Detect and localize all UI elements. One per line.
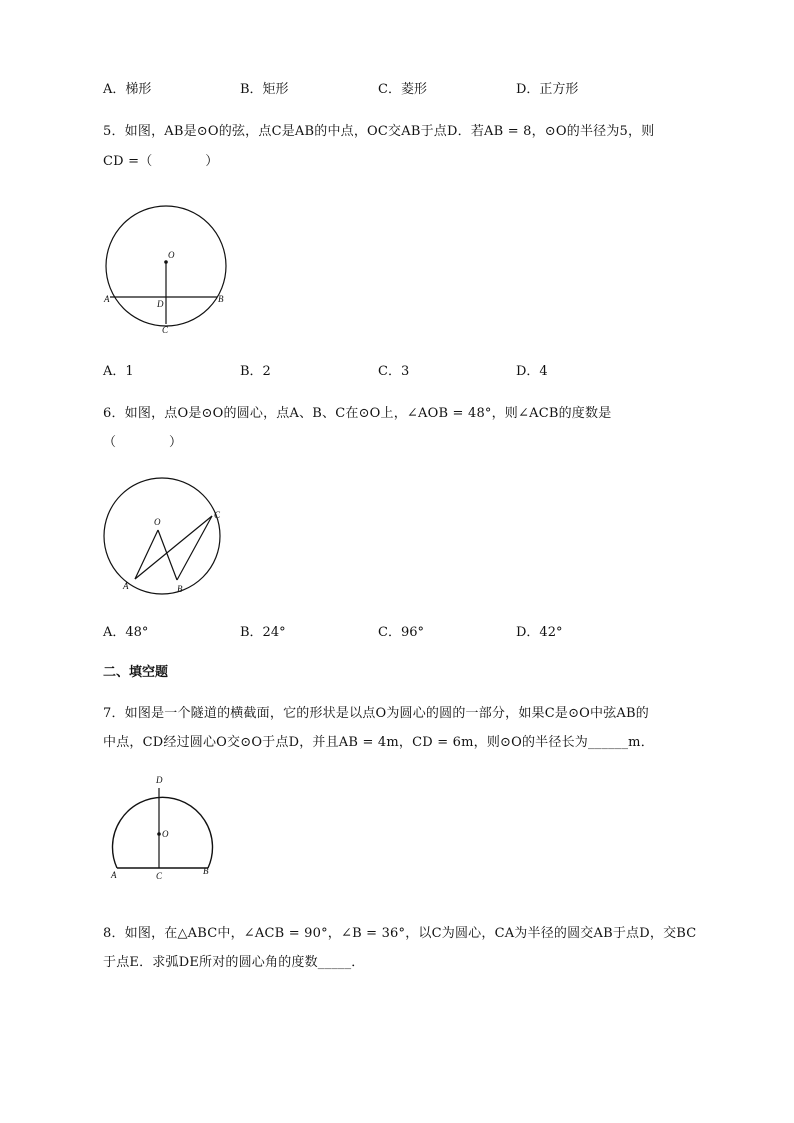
section-heading-fill-in: 二、填空题	[103, 665, 169, 680]
q6-stem-line2: （ ）	[103, 435, 183, 450]
q5-label-d: D	[157, 299, 164, 309]
q6-option-a: A．48°	[103, 625, 149, 640]
q6-stem-line1: 6．如图，点O是⊙O的圆心，点A、B、C在⊙O上，∠AOB = 48°，则∠ACB的度数是	[103, 406, 612, 421]
q5-option-d: D．4	[516, 364, 548, 379]
q4-option-c: C．菱形	[378, 82, 427, 97]
q5-label-o: O	[168, 250, 175, 260]
q6-label-o: O	[154, 517, 161, 527]
q5-option-c: C．3	[378, 364, 410, 379]
q6-option-b: B．24°	[240, 625, 286, 640]
q5-label-a: A	[104, 294, 110, 304]
q7-label-o: O	[162, 829, 169, 839]
q5-option-a: A．1	[103, 364, 134, 379]
q4-option-d: D．正方形	[516, 82, 579, 97]
q7-stem-line1: 7．如图是一个隧道的横截面，它的形状是以点O为圆心的圆的一部分，如果C是⊙O中弦AB的	[103, 706, 649, 721]
q6-option-c: C．96°	[378, 625, 424, 640]
q6-label-a: A	[123, 581, 129, 591]
q5-label-c: C	[162, 325, 169, 335]
q6-circle-figure	[100, 470, 240, 600]
q4-option-a: A．梯形	[103, 82, 152, 97]
q6-label-b: B	[177, 584, 183, 594]
q7-label-c: C	[156, 871, 163, 881]
q6-label-c: C	[214, 510, 221, 520]
q5-option-b: B．2	[240, 364, 271, 379]
q7-label-d: D	[156, 775, 163, 785]
q7-tunnel-figure	[100, 770, 230, 890]
q7-stem-line2: 中点，CD经过圆心O交⊙O于点D，并且AB = 4m，CD = 6m，则⊙O的半径长为______m．	[103, 735, 654, 750]
q5-circle-figure	[100, 200, 240, 340]
q6-option-d: D．42°	[516, 625, 563, 640]
q8-stem-line2: 于点E．求弧DE所对的圆心角的度数_____．	[103, 955, 365, 970]
q7-label-b: B	[203, 866, 209, 876]
q5-stem-line2: CD =（ ）	[103, 154, 219, 169]
q5-stem-line1: 5．如图，AB是⊙O的弦，点C是AB的中点，OC交AB于点D．若AB = 8，⊙O的半径为5，则	[103, 124, 655, 139]
q5-label-b: B	[218, 294, 224, 304]
q4-option-b: B．矩形	[240, 82, 289, 97]
q8-stem-line1: 8．如图，在△ABC中，∠ACB = 90°，∠B = 36°，以C为圆心，CA为半径的圆交AB于点D，交BC	[103, 926, 697, 941]
q7-label-a: A	[111, 870, 117, 880]
